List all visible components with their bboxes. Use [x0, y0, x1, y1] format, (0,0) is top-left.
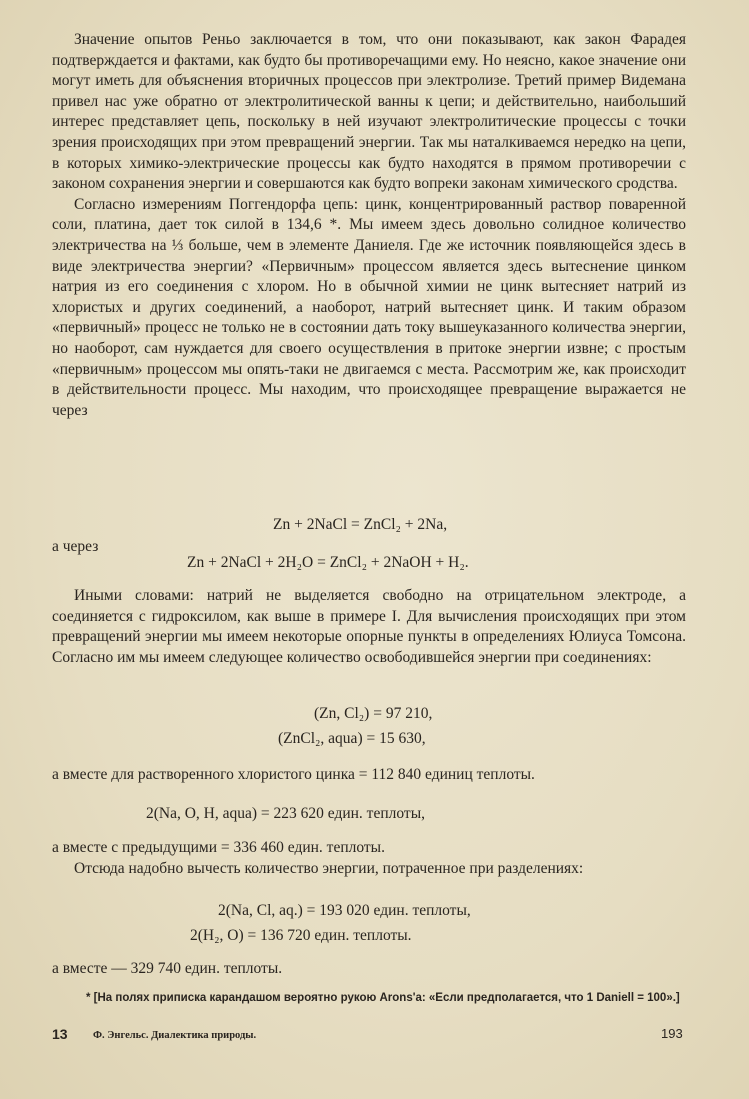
label-a-cherez: а через — [52, 538, 99, 555]
text-block-4 — [52, 838, 686, 879]
paragraph-thomson: Иными словами: натрий не выделяется свободно на отрицательном электроде, а соединяется с гидроксилом, как выше в примере I. Для вычисления происходящих при этом превращений энергии мы имеем некоторые опорные пункты в определениях Юлиуса Томсона. Согласно им мы имеем следующее количество освободившейся энергии при соединениях: — [52, 587, 686, 666]
formula-1: Zn + 2NaCl = ZnCl₂ + 2Na, — [273, 516, 448, 533]
paragraph-subtract: Отсюда надобно вычесть количество энергии, потраченное при разделениях: — [74, 859, 584, 877]
sheet-number: 13 — [52, 1026, 68, 1042]
formula-7: 2(H₂, O) = 136 720 един. теплоты. — [190, 927, 412, 944]
paragraph-renault: Значение опытов Реньо заключается в том, что они показывают, как закон Фарадея подтверждается и фактами, как будто бы противоречащими ему. Но неясно, какое значение они могут иметь для объяснения вторичных процессов при электролизе. Третий пример Видемана привел нас уже обратно от электролитической ванны к цепи; и действительно, наибольший интерес представляет цепь, поскольку в ней изучают электролитические процессы с точки зрения происходящих при этом превращений энергии. Так мы наталкиваемся нередко на цепи, в которых химико-электрические процессы как будто находятся в прямом противоречии с законом сохранения энергии и совершаются как будто вопреки законам химического сродства. — [52, 31, 686, 193]
text-block-3 — [52, 765, 686, 786]
formula-4: (ZnCl₂, aqua) = 15 630, — [278, 730, 426, 747]
text-block-2 — [52, 586, 686, 668]
footnote: * [На полях приписка карандашом вероятно рукою Arons'a: «Если предполагается, что 1 Daniell = 100».] — [86, 992, 680, 1004]
formula-2: Zn + 2NaCl + 2H₂O = ZnCl₂ + 2NaOH + H₂. — [187, 554, 469, 571]
paragraph-poggendorff: Согласно измерениям Поггендорфа цепь: цинк, концентрированный раствор поваренной соли, платина, дает ток силой в 134,6 *. Мы имеем здесь довольно солидное количество электричества на ⅓ больше, чем в элементе Даниеля. Где же источник появляющейся здесь в виде электричества энергии? «Первичным» процессом является здесь вытеснение цинком натрия из его соединения с хлором. Но в обычной химии не цинк вытесняет натрий из хлористых и других соединений, а наоборот, натрий вытесняет цинк. И таким образом «первичный» процесс не только не в состоянии дать току вышеуказанного количества энергии, но наоборот, сам нуждается для своего осуществления в притоке энергии извне; с простым «первичным» процессом мы опять-таки не двигаемся с места. Рассмотрим же, как происходит в действительности процесс. Мы находим, что происходящее превращение выражается не через — [52, 195, 686, 419]
text-block-1 — [52, 30, 686, 421]
paragraph-total: а вместе — 329 740 един. теплоты. — [52, 960, 283, 977]
formula-3: (Zn, Cl₂) = 97 210, — [314, 705, 433, 722]
paragraph-zinc-total: а вместе для растворенного хлористого цинка = 112 840 единиц теплоты. — [52, 766, 535, 783]
page-number: 193 — [661, 1026, 683, 1041]
text-block-5 — [52, 959, 686, 980]
paragraph-with-previous: а вместе с предыдущими = 336 460 един. теплоты. — [52, 839, 385, 856]
formula-6: 2(Na, Cl, aq.) = 193 020 един. теплоты, — [218, 902, 471, 919]
formula-5: 2(Na, O, H, aqua) = 223 620 един. теплоты, — [146, 805, 425, 822]
signature-line: Ф. Энгельс. Диалектика природы. — [93, 1030, 257, 1041]
